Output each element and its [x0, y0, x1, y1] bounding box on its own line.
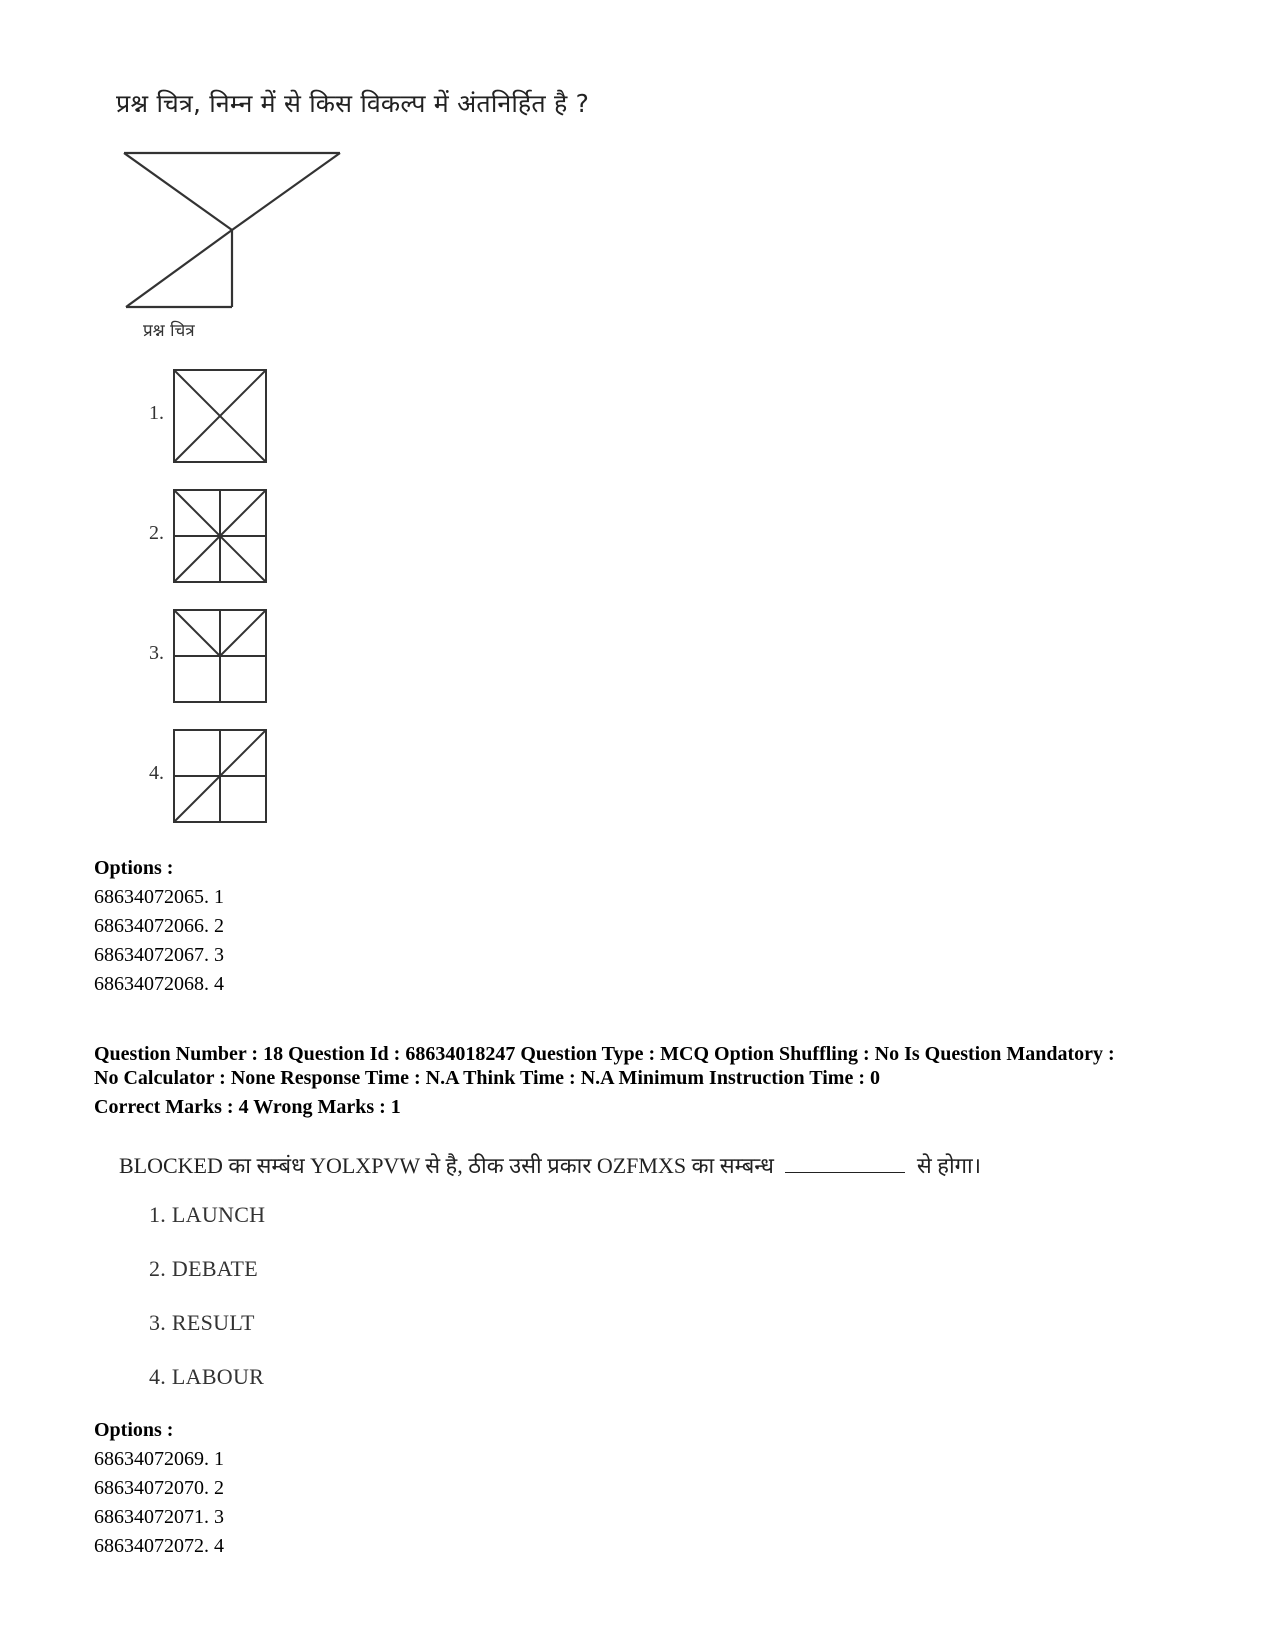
choice-1: 1. LAUNCH — [149, 1202, 266, 1227]
marks-line: Correct Marks : 4 Wrong Marks : 1 — [94, 1096, 401, 1118]
options-heading: Options : — [94, 1419, 174, 1441]
choice-2: 2. DEBATE — [149, 1256, 259, 1281]
question-18-text — [119, 1150, 981, 1180]
option-item: 68634072069. 1 — [94, 1448, 224, 1470]
figure-option-4-label: 4. — [149, 762, 164, 784]
option-item: 68634072072. 4 — [94, 1535, 224, 1557]
option-item: 68634072066. 2 — [94, 915, 224, 937]
option-item: 68634072070. 2 — [94, 1477, 224, 1499]
choice-3: 3. RESULT — [149, 1310, 255, 1335]
options-list-q18 — [94, 1416, 224, 1561]
question-text-before: BLOCKED का सम्बंध YOLXPVW से है, ठीक उसी प्रकार OZFMXS का सम्बन्ध — [119, 1153, 774, 1178]
figure-option-3-label: 3. — [149, 642, 164, 664]
options-heading: Options : — [94, 857, 174, 879]
figure-caption: प्रश्न चित्र — [143, 321, 195, 341]
answer-blank — [785, 1154, 905, 1173]
options-list-q17 — [94, 854, 224, 999]
option-item: 68634072068. 4 — [94, 973, 224, 995]
option-item: 68634072065. 1 — [94, 886, 224, 908]
question-18-meta — [94, 1042, 1204, 1090]
question-meta-line: Question Number : 18 Question Id : 68634018247 Question Type : MCQ Option Shuffling : No Is Question Mandatory : — [94, 1043, 1115, 1065]
question-17-text: प्रश्न चित्र, निम्न में से किस विकल्प में अंतनिर्हित है ? — [116, 89, 590, 118]
figure-option-2-label: 2. — [149, 522, 164, 544]
option-item: 68634072067. 3 — [94, 944, 224, 966]
question-text-after: से होगा। — [916, 1153, 982, 1178]
question-meta-line: No Calculator : None Response Time : N.A Think Time : N.A Minimum Instruction Time : 0 — [94, 1067, 880, 1089]
option-item: 68634072071. 3 — [94, 1506, 224, 1528]
choice-4: 4. LABOUR — [149, 1364, 265, 1389]
figure-option-1-label: 1. — [149, 402, 164, 424]
